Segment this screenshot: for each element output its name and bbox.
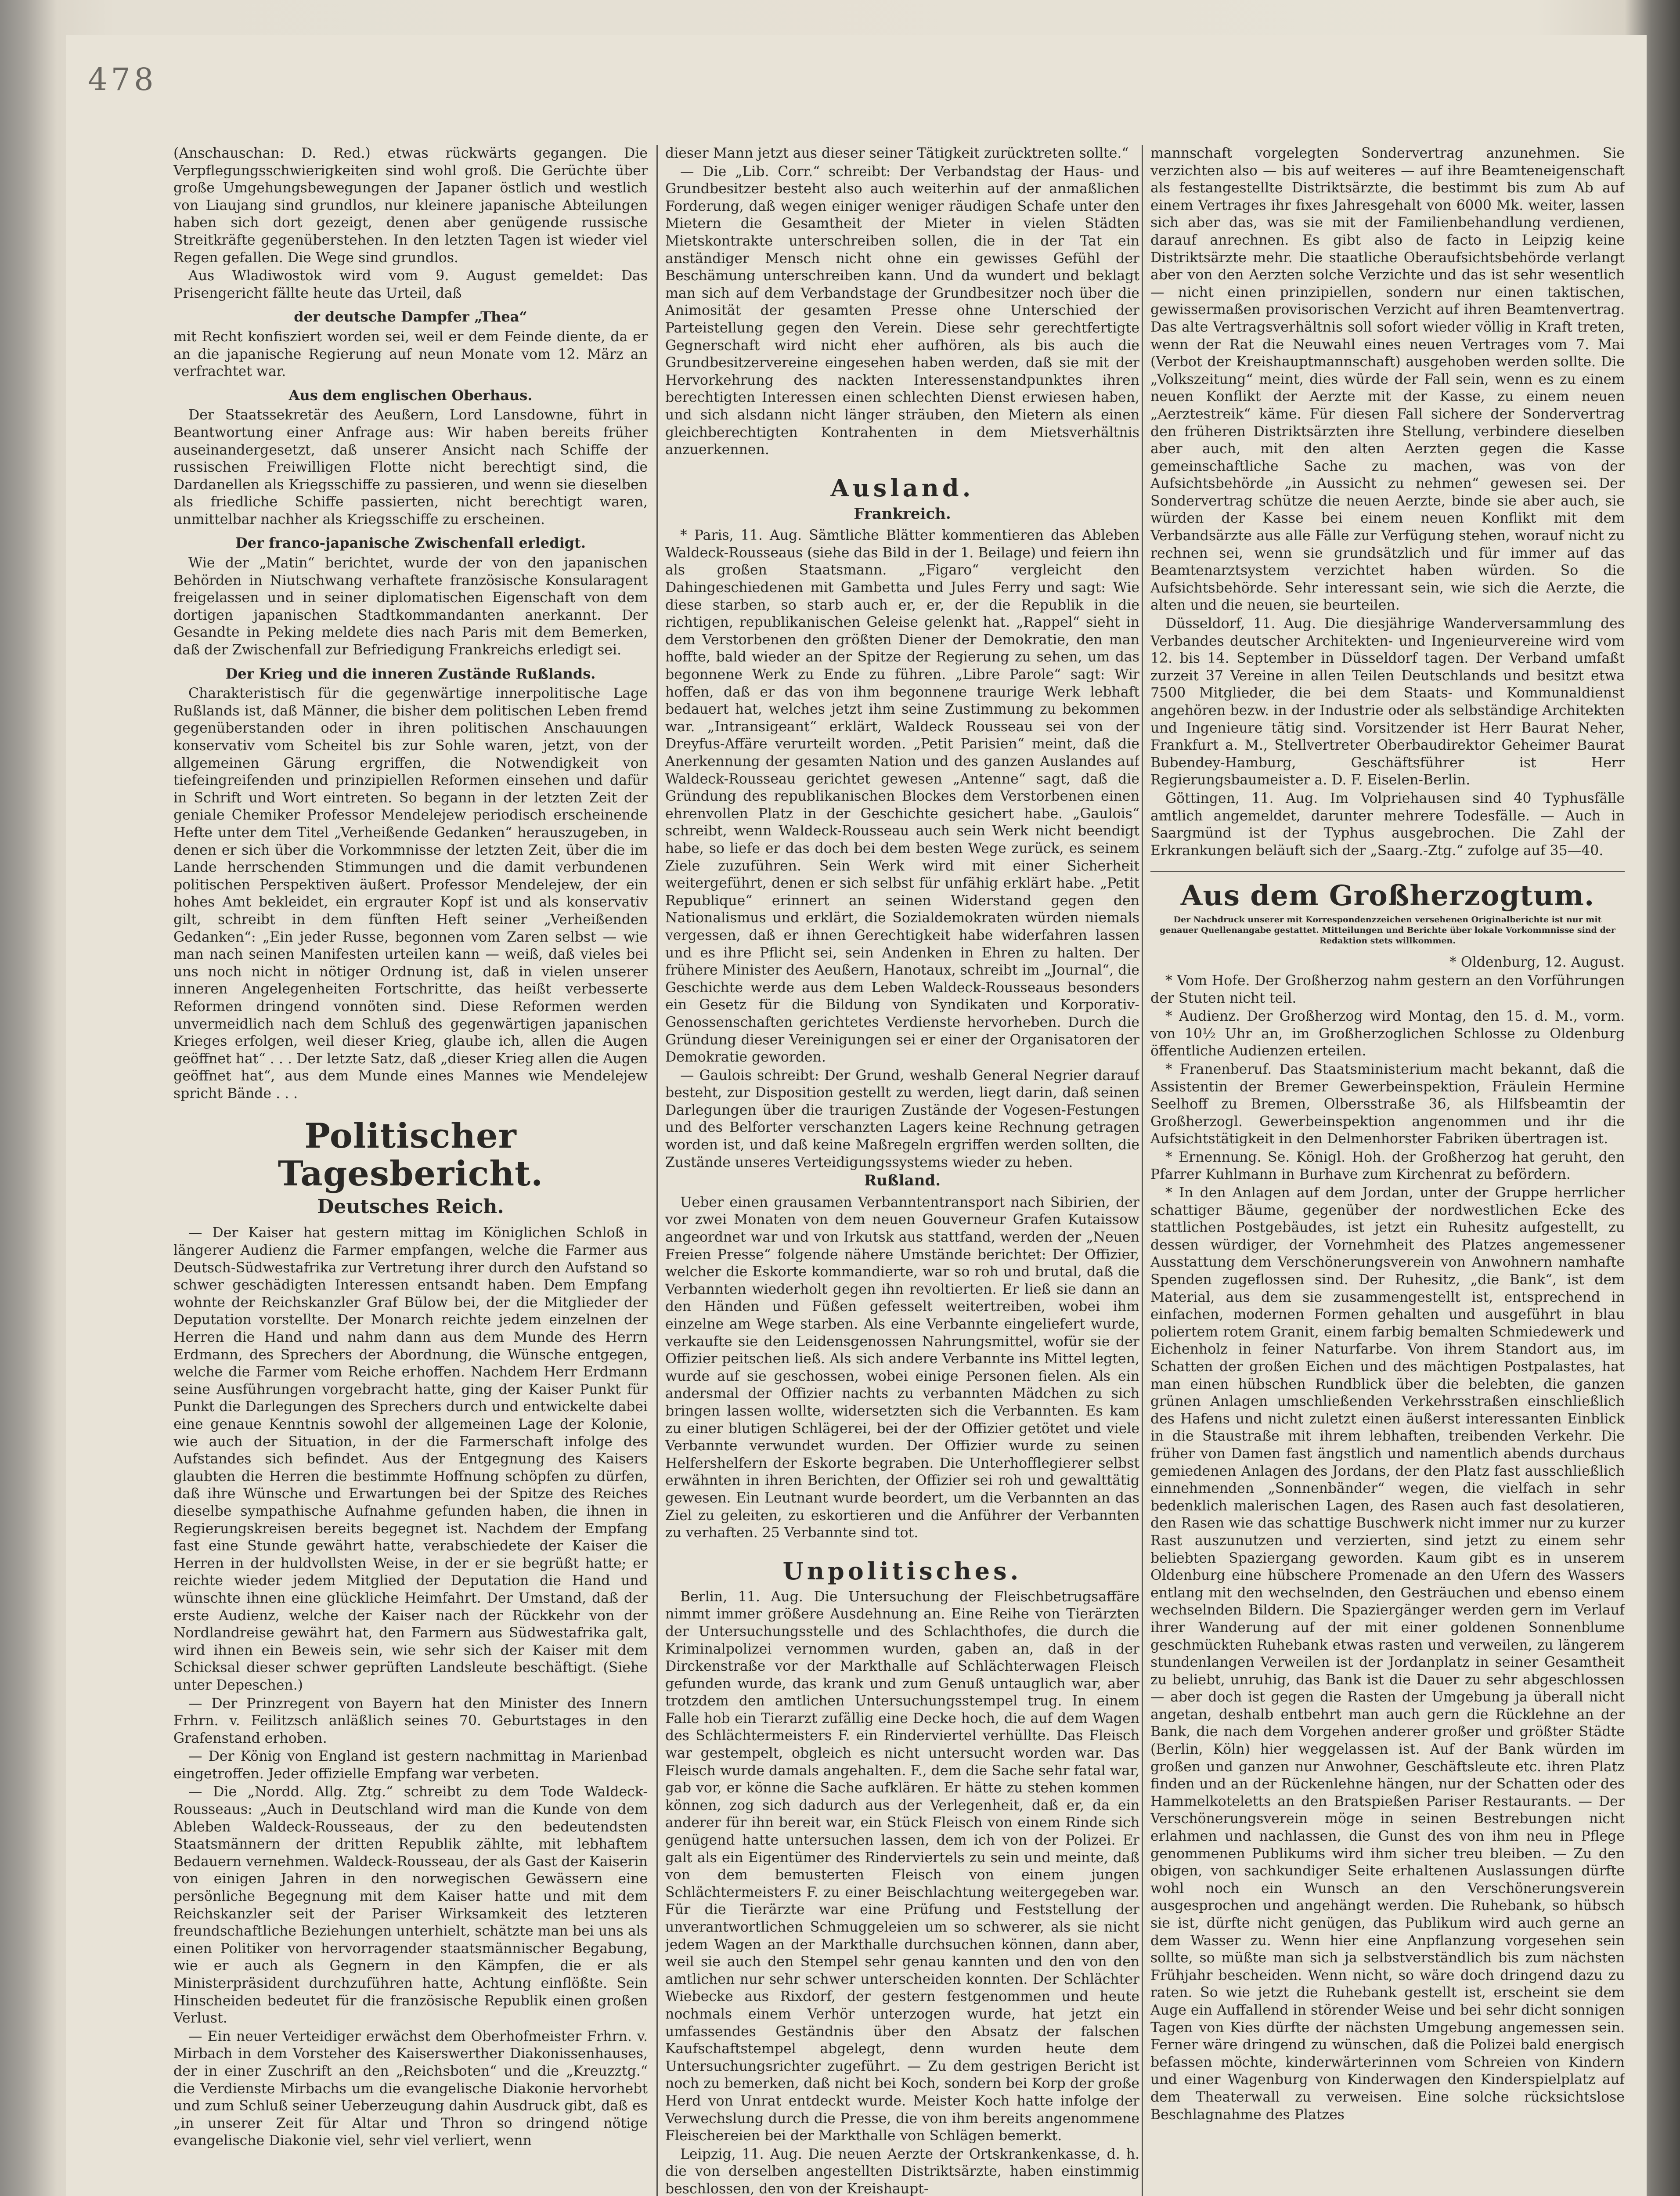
column-rule-left	[656, 145, 658, 2196]
paragraph: — Die „Nordd. Allg. Ztg.“ schreibt zu dem Tode Waldeck-Rousseaus: „Auch in Deutschland wird man die Kunde von dem Ableben Waldeck-Rousseaus, der zu den bedeutendsten Staatsmännern der dritten Republik zählte, mit lebhaftem Bedauern vernehmen. Waldeck-Rousseau, der als Gast der Kaiserin von einigen Jahren in den norwegischen Gewässern eine persönliche Begegnung mit dem Kaiser hatte und mit dem Reichskanzler seit der Pariser Wirksamkeit des letzteren freundschaftliche Beziehungen unterhielt, schätzte man bei uns als einen Politiker von hervorragender staatsmännischer Begabung, wie er auch als Gegnern in den Kämpfen, die er als Ministerpräsident durchzuführen hatte, Achtung einflößte. Sein Hinscheiden bedeutet für die französische Republik einen großen Verlust.	[173, 1784, 648, 2026]
paragraph: — Der König von England ist gestern nachmittag in Marienbad eingetroffen. Jeder offizielle Empfang war verbeten.	[173, 1748, 648, 1782]
column-rule-right	[1142, 145, 1143, 2196]
paragraph: Ueber einen grausamen Verbanntentransport nach Sibirien, der vor zwei Monaten von dem neuen Gouverneur Grafen Kutaissow angeordnet war und von Irkutsk aus stattfand, werden der „Neuen Freien Presse“ folgende nähere Umstände berichtet: Der Offizier, welcher die Eskorte kommandierte, war so roh und brutal, daß die Verbannten wiederholt gegen ihn revoltierten. Er ließ sie dann an den Händen und Füßen gefesselt weitertreiben, wobei ihm einzelne am Wege starben. Als eine Verbannte eingeliefert wurde, verkaufte sie den Leidensgenossen Nahrungsmittel, wofür sie der Offizier peitschen ließ. Als sich andere Verbannte ins Mittel legten, wurde auf sie geschossen, wobei einige Personen fielen. Als ein andersmal der Offizier nachts zu verbannten Mädchen zu sich bringen lassen wollte, widersetzten sich die Verbannten. Es kam zu einer blutigen Schlägerei, bei der der Offizier getötet und viele Verbannte verwundet wurden. Der Offizier wurde zu seinen Helfershelfern der Eskorte begraben. Die Unterhofflegierer selbst erwähnten in ihren Berichten, der Offizier sei roh und gewalttätig gewesen. Ein Leutnant wurde beordert, um die Verbannten an das Ziel zu geleiten, zu eskortieren und die Anführer der Verbannten zu verhaften. 25 Verbannte sind tot.	[665, 1194, 1139, 1541]
subheading-frankreich: Frankreich.	[854, 505, 951, 523]
paragraph: mit Recht konfisziert worden sei, weil er dem Feinde diente, da er an die japanische Regierung auf neun Monate vom 12. März an verfrachtet war.	[173, 329, 648, 380]
column-right	[1150, 145, 1625, 2196]
reprint-notice: Der Nachdruck unserer mit Korrespondenzzeichen versehenen Originalberichte ist nur mit genauer Quellenangabe gestattet. Mitteilungen und Berichte über lokale Vorkommnisse sind der Redaktion stets willkommen.	[1160, 915, 1615, 946]
paragraph: Leipzig, 11. Aug. Die neuen Aerzte der Ortskrankenkasse, d. h. die von derselben angestellten Distriktsärzte, haben einstimmig beschlossen, den von der Kreishaupt-	[665, 2146, 1139, 2196]
paragraph: — Der Prinzregent von Bayern hat den Minister des Innern Frhrn. v. Feilitzsch anläßlich seines 70. Geburtstages in den Grafenstand erhoben.	[173, 1695, 648, 1746]
paragraph: — Ein neuer Verteidiger erwächst dem Oberhofmeister Frhrn. v. Mirbach in dem Vorsteher des Kaiserswerther Diakonissenhauses, der in einer Zuschrift an den „Reichsboten“ und die „Kreuzztg.“ die Verdienste Mirbachs um die evangelische Diakonie hervorhebt und zum Schluß seiner Ueberzeugung dahin Ausdruck gibt, daß es „in unserer Zeit für Altar und Thron so dringend nötige evangelische Diakonie viel, sehr viel verliert, wenn	[173, 2028, 648, 2149]
section-heading-tagesbericht: Politischer Tagesbericht.	[278, 1116, 544, 1194]
paragraph: — Gaulois schreibt: Der Grund, weshalb General Negrier darauf besteht, zur Disposition gestellt zu werden, liegt darin, daß seinen Darlegungen über die traurigen Zustände der Vogesen-Festungen und des Belforter verschanzten Lagers keine Rechnung getragen worden ist, und daß keine Maßregeln ergriffen werden sollten, die Zustände unseres Verteidigungssystems wieder zu heben.	[665, 1067, 1139, 1170]
paragraph: * Ernennung. Se. Königl. Hoh. der Großherzog hat geruht, den Pfarrer Kuhlmann in Burhave zum Kirchenrat zu befördern.	[1150, 1149, 1625, 1183]
paragraph: Düsseldorf, 11. Aug. Die diesjährige Wanderversammlung des Verbandes deutscher Architekten- und Ingenieurvereine wird vom 12. bis 14. September in Düsseldorf tagen. Der Verband umfaßt zurzeit 37 Vereine in allen Teilen Deutschlands und besitzt etwa 7500 Mitglieder, die bei dem Staats- und Kommunaldienst angehören bezw. in der Industrie oder als selbständige Architekten und Ingenieure tätig sind. Vorsitzender ist Herr Baurat Neher, Frankfurt a. M., Stellvertreter Oberbaudirektor Geheimer Baurat Bubendey-Hamburg, Geschäftsführer ist Herr Regierungsbaumeister a. D. F. Eiselen-Berlin.	[1150, 616, 1625, 788]
dateline: * Oldenburg, 12. August.	[1449, 954, 1625, 971]
paragraph: * In den Anlagen auf dem Jordan, unter der Gruppe herrlicher schattiger Bäume, gegenüber der nordwestlichen Ecke des stattlichen Postgebäudes, ist jetzt ein Ruhesitz aufgestellt, zu dessen würdiger, der Vornehmheit des Platzes angemessener Ausstattung dem Verschönerungsverein von Anwohnern namhafte Spenden zugeflossen sind. Der Ruhesitz, „die Bank“, ist dem Material, aus dem sie zusammengestellt ist, entsprechend in einfachen, modernen Formen gehalten und ausgeführt in blau poliertem rotem Granit, einem farbig bemalten Schmiedewerk und Eichenholz in feiner Naturfarbe. Von ihrem Standort aus, im Schatten der großen Eichen und des mächtigen Postpalastes, hat man einen hübschen Rundblick über die belebten, die ganzen grünen Anlagen umschließenden Verkehrsstraßen einschließlich des Hafens und nicht zuletzt einen äußerst interessanten Einblick in die Staustraße mit ihrem lebhaften, treibenden Verkehr. Die früher von Damen fast ängstlich und namentlich abends durchaus gemiedenen Anlagen des Jordans, der den Platz fast ausschließlich einnehmenden „Sonnenbänder“ wegen, die vielfach in sehr bedenklich malerischen Lagen, des Rasen auch fast desolatieren, den Rasen wie das schattige Buschwerk nicht immer nur zu kurzer Rast auszunutzen und verzierten, sind jetzt zu einem sehr beliebten Spaziergang geworden. Kaum gibt es in unserem Oldenburg eine hübschere Promenade an den Ufern des Wassers entlang mit den wechselnden, den Gesträuchen und ebenso einem wechselnden Bildern. Die Spaziergänger werden gern im Verlauf ihrer Wanderung auf der mit einer goldenen Sonnenblume geschmückten Ruhebank etwas rasten und verweilen, zu längerem stundenlangen Verweilen ist der Jordanplatz in seiner Gesamtheit zu beliebt, unruhig, das Bank ist die Dauer zu sehr abgeschlossen — aber doch ist gegen die Rasten der Umgebung ja überall nicht angetan, deshalb entbehrt man auch gern die Rücklehne an der Bank, die nach dem Vorgehen anderer großer und größter Städte (Berlin, Köln) hier weggelassen ist. Auf der Bank würden im großen und ganzen nur Anwohner, Geschäftsleute etc. ihren Platz finden und an der Rückenlehne hängen, nur der Schatten oder des Hammelkoteletts an den Bratspießen Pariser Restaurants. — Der Verschönerungsverein möge in seinen Bestrebungen nicht erlahmen und nachlassen, die Gunst des von ihm neu in Pflege genommenen Publikums wird ihm sicher treu bleiben. — Zu den obigen, von sachkundiger Seite erhaltenen Auslassungen dürfte wohl noch ein Wunsch an den Verschönerungsverein ausgesprochen und angehängt werden. Die Ruhebank, so hübsch sie ist, dürfte nicht genügen, das Publikum wird auch gerne an dem Wasser zu. Wenn hier eine Anpflanzung vorgesehen sein sollte, so müßte man sich ja selbstverständlich bis zum nächsten Frühjahr bescheiden. Wenn nicht, so wäre doch dringend dazu zu raten. So wie jetzt die Ruhebank gestellt ist, erscheint sie dem Auge ein Auffallend in störender Weise und bei sehr dicht sonnigen Tagen von Kies dürfte der nächsten Umgebung angemessen sein. Ferner wäre dringend zu wünschen, daß die Polizei bald energisch befassen möchte, kinderwärterinnen vom Schreien von Kindern und einer Wagenburg von Kinderwagen den Kinderspielplatz auf dem Theaterwall zu verweisen. Eine solche rücksichtslose Beschlagnahme des Platzes	[1150, 1185, 1625, 2123]
column-left	[173, 145, 648, 2196]
section-heading-unpolitisches: Unpolitisches.	[782, 1557, 1022, 1585]
subheading-oberhaus: Aus dem englischen Oberhaus.	[288, 386, 533, 404]
paragraph: * Franenberuf. Das Staatsministerium macht bekannt, daß die Assistentin der Bremer Gewerbeinspektion, Fräulein Hermine Seelhoff zu Bremen, Olbersstraße 36, als Hilfsbeamtin der Großherzogl. Gewerbeinspektion angenommen und ihr die Aufsichtstätigkeit in den Delmenhorster Fabriken übertragen ist.	[1150, 1061, 1625, 1147]
paragraph: Der Staatssekretär des Aeußern, Lord Lansdowne, führt in Beantwortung einer Anfrage aus: Wir haben bereits früher auseinandergesetzt, daß unserer Ansicht nach Schiffe der russischen Freiwilligen Flotte nicht berechtigt sind, die Dardanellen als Kriegsschiffe zu passieren, und wenn sie dieselben als friedliche Schiffe passierten, nicht berechtigt waren, unmittelbar nachher als Kriegsschiffe zu erscheinen.	[173, 407, 648, 527]
paragraph: mannschaft vorgelegten Sondervertrag anzunehmen. Sie verzichten also — bis auf weiteres — auf ihre Beamteneigenschaft als festangestellte Distriktsärzte, die bestimmt bis zum Ab auf einem Vertrages ihr fixes Jahresgehalt von 6000 Mk. weiter, lassen sich aber das, was sie mit der Familienbehandlung verdienen, darauf anrechnen. Es gibt also de facto in Leipzig keine Distriktsärzte mehr. Die staatliche Oberaufsichtsbehörde verlangt aber von den Aerzten solche Verzichte und das ist sehr wesentlich — nicht einen prinzipiellen, sondern nur einen taktischen, gewissermaßen provisorischen Verzicht auf ihren Beamtenvertrag. Das alte Vertragsverhältnis soll sofort wieder völlig in Kraft treten, wenn der Rat die Neuwahl eines neuen Vertrages vom 7. Mai (Verbot der Kreishauptmannschaft) ausgehoben werden sollte. Die „Volkszeitung“ meint, dies würde der Fall sein, wenn es zu einem neuen Konflikt der Aerzte mit der Kasse, zu einem neuen „Aerztestreik“ käme. Für diesen Fall sichere der Sondervertrag den früheren Distriktsärzten ihre Stellung, verbindere dieselben aber auch, mit den alten Aerzten gegen die Kasse gemeinschaftliche Sache zu machen, was von der Aufsichtsbehörde „in Aussicht zu nehmen“ gewesen sei. Der Sondervertrag schütze die neuen Aerzte, binde sie aber auch, sie würden der Kasse bei einem neuen Konflikt mit dem Verbandsärzte aus alle Fälle zur Verfügung stehen, worauf nicht zu rechnen sei, wenn sie grundsätzlich und für immer auf das Beamtenarztsystem verzichtet haben würden. So die Aufsichtsbehörde. Sehr interessant sein, wie sich die Aerzte, die alten und die neuen, sie beurteilen.	[1150, 145, 1625, 614]
subheading-russland: Rußland.	[864, 1172, 941, 1190]
paragraph: — Die „Lib. Corr.“ schreibt: Der Verbandstag der Haus- und Grundbesitzer besteht also auch weiterhin auf der anmaßlichen Forderung, daß wegen einiger weniger räudigen Schafe unter den Mietern die Gesamtheit der Mieter in vielen Städten Mietskontrakte unterschreiben sollen, die in der Tat ein anständiger Mensch nicht ohne ein gewisses Gefühl der Beschämung unterschreiben kann. Und da wundert und beklagt man sich auf dem Verbandstage der Grundbesitzer noch über die Animosität der gesamten Presse ohne Unterschied der Parteistellung gegen den Verein. Diese sehr gerechtfertigte Gegnerschaft wird nicht eher aufhören, als bis auch die Grundbesitzervereine eingesehen haben werden, daß sie mit der Hervorkehrung des nackten Interessenstandpunktes ihren berechtigten Interessen einen schlechten Dienst erwiesen haben, und sich alsdann nicht länger sträuben, den Mietern als einen gleichberechtigten Kontrahenten in dem Mietsverhältnis anzuerkennen.	[665, 163, 1139, 458]
paragraph: Wie der „Matin“ berichtet, wurde der von den japanischen Behörden in Niutschwang verhaftete französische Konsularagent freigelassen und in seiner diplomatischen Eigenschaft von dem dortigen japanischen Stadtkommandanten anerkannt. Der Gesandte in Peking meldete dies nach Paris mit dem Bemerken, daß der Zwischenfall zur Befriedigung Frankreichs erledigt sei.	[173, 555, 648, 658]
paragraph: * Audienz. Der Großherzog wird Montag, den 15. d. M., vorm. von 10½ Uhr an, im Großherzoglichen Schlosse zu Oldenburg öffentliche Audienzen erteilen.	[1150, 1008, 1625, 1059]
section-heading-grossherzogtum: Aus dem Großherzogtum.	[1180, 879, 1595, 913]
paragraph: * Paris, 11. Aug. Sämtliche Blätter kommentieren das Ableben Waldeck-Rousseaus (siehe das Bild in der 1. Beilage) und feiern ihn als großen Staatsmann. „Figaro“ vergleicht den Dahingeschiedenen mit Gambetta und Jules Ferry und sagt: Wie diese starben, so starb auch er, er, der die Republik in die richtigen, republikanischen Geleise gelenkt hat. „Rappel“ sieht in dem Verstorbenen den größten Diener der Demokratie, den man hoffte, bald wieder an der Spitze der Regierung zu sehen, um das begonnene Werk zu Ende zu führen. „Libre Parole“ sagt: Wir hoffen, daß er das von ihm begonnene traurige Werk lebhaft bedauert hat, welches jetzt ihm seine Zustimmung zu bekommen war. „Intransigeant“ erklärt, Waldeck Rousseau sei von der Dreyfus-Affäre verurteilt worden. „Petit Parisien“ meint, daß die Anerkennung der gesamten Nation und des ganzen Auslandes auf Waldeck-Rousseau gerichtet gewesen „Antenne“ sagt, daß die Gründung des republikanischen Blockes dem Verstorbenen einen ehrenvollen Platz in der Geschichte gesichert habe. „Gaulois“ schreibt, wenn Waldeck-Rousseau auch sein Werk nicht beendigt habe, so liefe er das doch bei dem besten Wege zurück, es seinem Ziele zuzuführen. Sein Werk wird mit einer Sicherheit weitergeführt, denen er sich selbst für unfähig erklärt habe. „Petit Republique“ erinnert an seinen Widerstand gegen den Nationalismus und erklärt, die Sozialdemokraten würden niemals vergessen, daß er ihnen Gerechtigkeit habe widerfahren lassen und es ihre Pflicht sei, sein Andenken in Ehren zu halten. Der frühere Minister des Aeußern, Hanotaux, schreibt im „Journal“, die Geschichte werde aus dem Leben Waldeck-Rousseaus besonders ein Gesetz für die Bildung von Syndikaten und Korporativ-Genossenschaften gerichtetes Verdienste hervorheben. Durch die Gründung dieser Vereinigungen sei er einer der Organisatoren der Demokratie geworden.	[665, 527, 1139, 1065]
section-heading-ausland: Ausland.	[830, 473, 974, 502]
paragraph: * Vom Hofe. Der Großherzog nahm gestern an den Vorführungen der Stuten nicht teil.	[1150, 972, 1625, 1006]
paragraph: — Der Kaiser hat gestern mittag im Königlichen Schloß in längerer Audienz die Farmer empfangen, welche die Farmer aus Deutsch-Südwestafrika zur Vertretung ihrer durch den Aufstand so schwer geschädigten Interessen entsandt haben. Dem Empfang wohnte der Reichskanzler Graf Bülow bei, der die Mitglieder der Deputation vorstellte. Der Monarch reichte jedem einzelnen der Herren die Hand und nahm dann aus dem Munde des Herrn Erdmann, des Sprechers der Abordnung, die Wünsche entgegen, welche die Farmer vom Reiche erhoffen. Nachdem Herr Erdmann seine Ausführungen vorgebracht hatte, ging der Kaiser Punkt für Punkt die Darlegungen des Sprechers durch und entwickelte dabei eine genaue Kenntnis sowohl der allgemeinen Lage der Kolonie, wie auch der Situation, in der die Farmerschaft infolge des Aufstandes sich befindet. Aus der Entgegnung des Kaisers glaubten die Herren die bestimmte Hoffnung schöpfen zu dürfen, daß ihre Wünsche und Erwartungen bei der Spitze des Reiches dieselbe sympathische Aufnahme gefunden haben, die ihnen in Regierungskreisen bereits begegnet ist. Nachdem der Empfang fast eine Stunde gewährt hatte, verabschiedete der Kaiser die Herren in der huldvollsten Weise, in der er sie begrüßt hatte; er reichte wieder jedem Mitglied der Deputation die Hand und wünschte ihnen eine glückliche Heimfahrt. Der Umstand, daß der erste Audienz, welche der Kaiser nach der Rückkehr von der Nordlandreise gewährt hat, den Farmern aus Südwestafrika galt, wird ihnen ein Beweis sein, wie sehr sich der Kaiser mit dem Schicksal dieser schwer geprüften Landsleute beschäftigt. (Siehe unter Depeschen.)	[173, 1225, 648, 1693]
paragraph: Aus Wladiwostok wird vom 9. August gemeldet: Das Prisengericht fällte heute das Urteil, daß	[173, 268, 648, 301]
paragraph: Göttingen, 11. Aug. Im Volpriehausen sind 40 Typhusfälle amtlich angemeldet, darunter mehrere Todesfälle. — Auch in Saargmünd ist der Typhus ausgebrochen. Die Zahl der Erkrankungen beläuft sich der „Saarg.-Ztg.“ zufolge auf 35—40.	[1150, 790, 1625, 859]
subheading-krieg: Der Krieg und die inneren Zustände Rußlands.	[225, 665, 596, 682]
subheading-zwischenfall: Der franco-japanische Zwischenfall erledigt.	[235, 535, 586, 552]
paragraph: (Anschauschan: D. Red.) etwas rückwärts gegangen. Die Verpflegungsschwierigkeiten sind wohl groß. Die Gerüchte über große Umgehungsbewegungen der Japaner östlich und westlich von Liaujang sind grundlos, nur kleinere japanische Abteilungen haben sich dort gezeigt, denen aber genügende russische Streitkräfte gegenüberstehen. In den letzten Tagen ist wieder viel Regen gefallen. Die Wege sind grundlos.	[173, 145, 648, 266]
paragraph: Berlin, 11. Aug. Die Untersuchung der Fleischbetrugsaffäre nimmt immer größere Ausdehnung an. Eine Reihe von Tierärzten der Untersuchungsstelle und des Schlachthofes, die durch die Kriminalpolizei vernommen wurden, gaben an, daß in der Dirckenstraße vor der Markthalle auf Schlächterwagen Fleisch gefunden wurde, das krank und zum Genuß untauglich war, aber trotzdem den amtlichen Untersuchungsstempel trug. In einem Falle hob ein Tierarzt zufällig eine Decke hoch, die auf dem Wagen des Schlächtermeisters F. ein Rinderviertel verhüllte. Das Fleisch war gestempelt, obgleich es nicht untersucht worden war. Das Fleisch wurde damals angehalten. F., dem die Sache sehr fatal war, gab vor, er könne die Sache aufklären. Er hätte zu stehen kommen können, zog sich dadurch aus der Verlegenheit, daß er, da ein anderer für ihn bereit war, ein Stück Fleisch von einem Rinde sich genügend hatte untersuchen lassen, dem ich von der Polizei. Er galt als ein Eigentümer des Rinderviertels zu sein und meinte, daß von dem bemusterten Fleisch von einem jungen Schlächtermeisters F. zu einer Beischlachtung weitergegeben war. Für die Tierärzte war eine Prüfung und Feststellung der unverantwortlichen Schmuggeleien um so schwerer, als sie nicht jedem Wagen an der Markthalle durchsuchen können, dann aber, weil sie auch den Stempel sehr genau kannten und den von den amtlichen nur sehr schwer unterscheiden konnten. Der Schlächter Wiebecke aus Rixdorf, der gestern festgenommen und heute nochmals einem Verhör unterzogen wurde, hat jetzt ein umfassendes Geständnis über den Absatz der falschen Kaufschaftstempel abgelegt, denn wurden heute dem Untersuchungsrichter zugeführt. — Zu dem gestrigen Bericht ist noch zu bemerken, daß nicht bei Koch, sondern bei Korp der große Herd von Unrat entdeckt wurde. Meister Koch hatte infolge der Verwechslung durch die Presse, die von ihm bereits angenommene Fleischereien bei der Markthalle von Schlägen bemerkt.	[665, 1589, 1139, 2144]
paragraph: Charakteristisch für die gegenwärtige innerpolitische Lage Rußlands ist, daß Männer, die bisher dem politischen Leben fremd gegenüberstanden oder in ihren politischen Anschauungen konservativ vom Scheitel bis zur Sohle waren, jetzt, von der allgemeinen Gärung ergriffen, die Notwendigkeit von tiefeingreifenden und prinzipiellen Reformen einsehen und dafür in Schrift und Wort eintreten. So begann in der letzten Zeit der geniale Chemiker Professor Mendelejew periodisch erscheinende Hefte unter dem Titel „Verheißende Gedanken“ herauszugeben, in denen er sich über die Vorkommnisse der letzten Zeit, über die im Lande herrschenden Stimmungen und die damit verbundenen politischen Perspektiven äußert. Professor Mendelejew, der ein hohes Amt bekleidet, ein ergrauter Kopf ist und als konservativ gilt, schreibt in dem fünften Heft seiner „Verheißenden Gedanken“: „Ein jeder Russe, begonnen vom Zaren selbst — wie man nach seinen Manifesten urteilen kann — weiß, daß vieles bei uns noch nicht in nötiger Ordnung ist, daß in vielen unserer inneren Angelegenheiten Fortschritte, das heißt verbesserte Reformen dringend vonnöten sind. Diese Reformen werden unvermeidlich nach dem Schluß des gegenwärtigen japanischen Krieges erfolgen, weil dieser Krieg, glaube ich, allen die Augen geöffnet hat“ . . . Der letzte Satz, daß „dieser Krieg allen die Augen geöffnet hat“, aus dem Munde eines Mannes wie Mendelejew spricht Bände . . .	[173, 686, 648, 1102]
page-number: 478	[88, 61, 157, 98]
subheading-thea: der deutsche Dampfer „Thea“	[294, 308, 527, 325]
section-subheading-reich: Deutsches Reich.	[317, 1196, 504, 1218]
paragraph: dieser Mann jetzt aus dieser seiner Tätigkeit zurücktreten sollte.“	[665, 145, 1129, 161]
column-middle	[665, 145, 1139, 2196]
section-divider	[1150, 871, 1625, 872]
